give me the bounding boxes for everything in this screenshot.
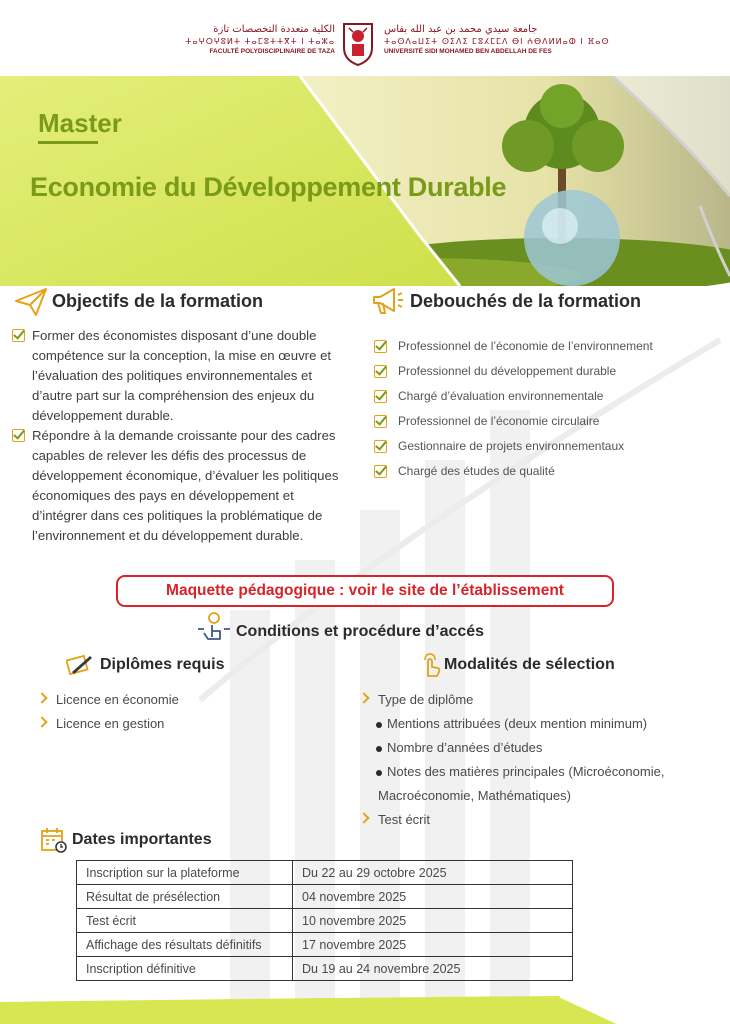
university-name-french: UNIVERSITÉ SIDI MOHAMED BEN ABDELLAH DE FES <box>384 48 552 55</box>
checkbox-icon <box>374 440 387 453</box>
megaphone-icon <box>370 285 404 317</box>
table-row: Inscription sur la plateforme Du 22 au 29 octobre 2025 <box>77 861 573 885</box>
program-title: Economie du Développement Durable <box>30 172 507 202</box>
list-item: Gestionnaire de projets environnementaux <box>374 434 714 459</box>
faculty-name-block <box>175 24 335 57</box>
list-item: Former des économistes disposant d’une double compétence sur la conception, la mise en œuvre et l’évaluation des politiques environnementales et d’autre part sur la compréhension des enjeux du développement durable. <box>12 326 352 426</box>
bullet-icon <box>376 770 382 776</box>
list-item: Licence en économie <box>38 688 298 712</box>
list-item: Chargé d’évaluation environnementale <box>374 384 714 409</box>
checkbox-icon <box>12 429 25 442</box>
faculty-name-arabic: الكلية متعددة التخصصات تازة <box>213 24 335 35</box>
calendar-icon <box>40 826 68 854</box>
touch-icon <box>420 652 442 678</box>
checkbox-icon <box>12 329 25 342</box>
list-item: Licence en gestion <box>38 712 298 736</box>
master-label: Master <box>38 108 122 138</box>
chevron-right-icon <box>36 716 47 727</box>
diplomes-heading: Diplômes requis <box>100 656 225 673</box>
objectifs-list <box>12 326 352 546</box>
table-row: Inscription définitive Du 19 au 24 novembre 2025 <box>77 957 573 981</box>
sub-list-item: Mentions attribuées (deux mention minimum) <box>360 712 720 736</box>
sub-list-item-continuation: Macroéconomie, Mathématiques) <box>378 788 571 803</box>
maquette-link[interactable]: Maquette pédagogique : voir le site de l’établissement <box>116 575 614 607</box>
modalites-heading: Modalités de sélection <box>444 656 615 673</box>
university-name-tifinagh: ⵜⴰⵙⴷⴰⵡⵉⵜ ⵙⵉⴷⵉ ⵎⵓⵃⵎⵎⴷ ⴱⵏ ⵄⴱⴷⵍⵍⴰⵀ ⵏ ⴼⴰⵙ <box>384 37 610 46</box>
checkbox-icon <box>374 465 387 478</box>
list-item: Répondre à la demande croissante pour des cadres capables de relever les défis des processus de développement économique, d’évaluer les politiques économiques des pays en développement et d’intégrer dans ces politiques la problématique de l’environnement et du développement durable. <box>12 426 352 546</box>
list-item: Professionnel de l’économie circulaire <box>374 409 714 434</box>
dates-heading: Dates importantes <box>72 831 212 848</box>
table-row: Test écrit 10 novembre 2025 <box>77 909 573 933</box>
university-name-arabic: جامعة سيدي محمد بن عبد الله بفاس <box>384 24 538 35</box>
checkbox-icon <box>374 390 387 403</box>
checkbox-icon <box>374 415 387 428</box>
dates-table <box>76 860 573 981</box>
university-logo-icon <box>340 20 376 66</box>
debouches-heading: Debouchés de la formation <box>410 291 642 311</box>
bullet-icon <box>376 722 382 728</box>
list-item: Test écrit <box>360 808 720 832</box>
conditions-heading: Conditions et procédure d’accés <box>236 623 485 640</box>
chevron-right-icon <box>358 692 369 703</box>
hand-pointer-icon <box>196 611 232 643</box>
sub-list-item: Nombre d’années d’études <box>360 736 720 760</box>
checkbox-icon <box>374 365 387 378</box>
table-row: Résultat de présélection 04 novembre 2025 <box>77 885 573 909</box>
bullet-icon <box>376 746 382 752</box>
sub-list-item: Notes des matières principales (Microéconomie, <box>360 760 720 784</box>
faculty-name-french: FACULTÉ POLYDISCIPLINAIRE DE TAZA <box>209 48 335 55</box>
university-name-block <box>384 24 610 57</box>
objectifs-heading: Objectifs de la formation <box>52 291 264 311</box>
diplomes-list <box>38 688 298 736</box>
master-underline <box>38 141 98 144</box>
chevron-right-icon <box>358 812 369 823</box>
paper-plane-icon <box>14 287 48 317</box>
table-row: Affichage des résultats définitifs 17 novembre 2025 <box>77 933 573 957</box>
footer-bar <box>0 996 730 1024</box>
modalites-list <box>360 688 720 832</box>
list-item: Professionnel du développement durable <box>374 359 714 384</box>
list-item: Type de diplôme <box>360 688 720 712</box>
faculty-name-tifinagh: ⵜⴰⵖⵔⵖⵓⵍⵜ ⵜⴰⵎⵓⵜⵜⴳⵜ ⵏ ⵜⴰⵣⴰ <box>185 37 335 46</box>
diploma-icon <box>66 652 94 678</box>
checkbox-icon <box>374 340 387 353</box>
list-item: Chargé des études de qualité <box>374 459 714 484</box>
chevron-right-icon <box>36 692 47 703</box>
list-item: Professionnel de l’économie de l’environnement <box>374 334 714 359</box>
debouches-list <box>374 334 714 484</box>
